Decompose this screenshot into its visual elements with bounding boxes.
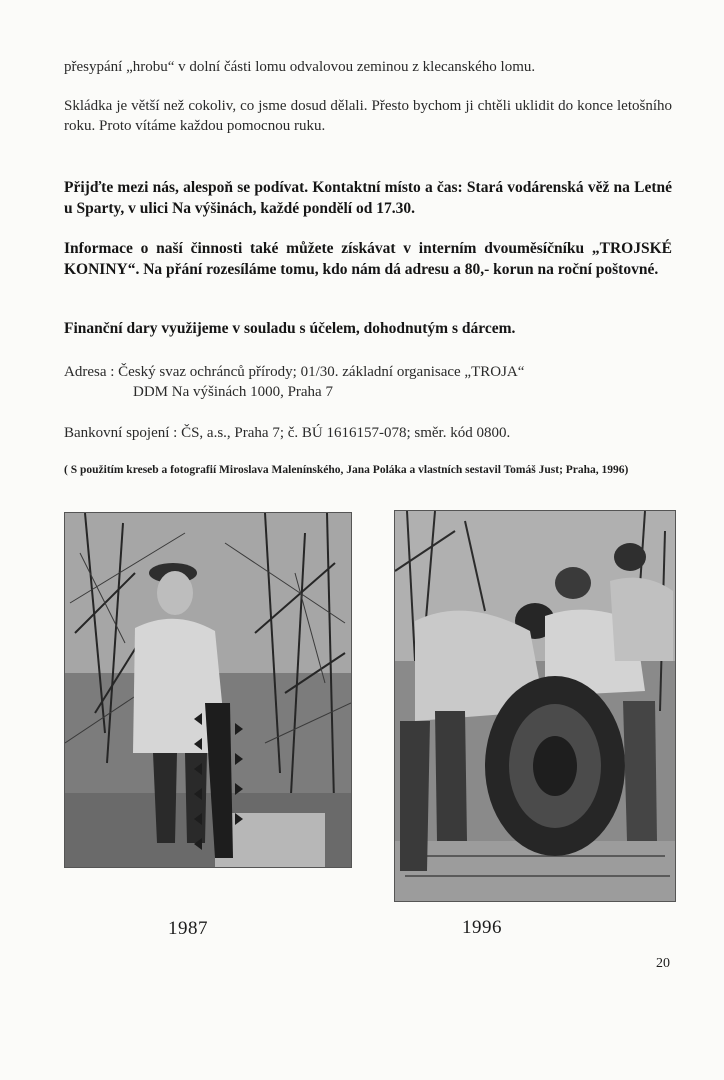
year-1987-label: 1987: [168, 918, 208, 939]
photo-1987: [64, 512, 352, 868]
paragraph-donations: Finanční dary využijeme v souladu s účelem, dohodnutým s dárcem.: [64, 320, 516, 337]
paragraph-newsletter: Informace o naší činnosti také můžete získávat v interním dvouměsíčníku „TROJSKÉ KONINY“. Na přání rozesíláme tomu, kdo nám dá adresu a 80,- korun na roční poštovné.: [64, 240, 672, 278]
address-line-1: Adresa : Český svaz ochránců přírody; 01/30. základní organisace „TROJA“: [64, 364, 525, 380]
paragraph-intro: přesypání „hrobu“ v dolní části lomu odvalovou zeminou z klecanského lomu.: [64, 59, 536, 75]
paragraph-dump: Skládka je větší než cokoliv, co jsme dosud dělali. Přesto bychom ji chtěli uklidit do konce letošního roku. Proto vítáme každou pomocnou ruku.: [64, 98, 672, 134]
credits-note: ( S použitím kreseb a fotografií Miroslava Malenínského, Jana Poláka a vlastních sestavil Tomáš Just; Praha, 1996): [64, 464, 629, 476]
paragraph-meeting: Přijďte mezi nás, alespoň se podívat. Kontaktní místo a čas: Stará vodárenská věž na Letné u Sparty, v ulici Na výšinách, každé pondělí od 17.30.: [64, 179, 672, 217]
page-number: 20: [656, 956, 670, 971]
year-1996-label: 1996: [462, 917, 502, 938]
bank-details: Bankovní spojení : ČS, a.s., Praha 7; č. BÚ 1616157-078; směr. kód 0800.: [64, 425, 511, 441]
address-line-2: DDM Na výšinách 1000, Praha 7: [133, 384, 333, 400]
photo-1996: [394, 510, 676, 902]
address-block: [64, 362, 672, 402]
